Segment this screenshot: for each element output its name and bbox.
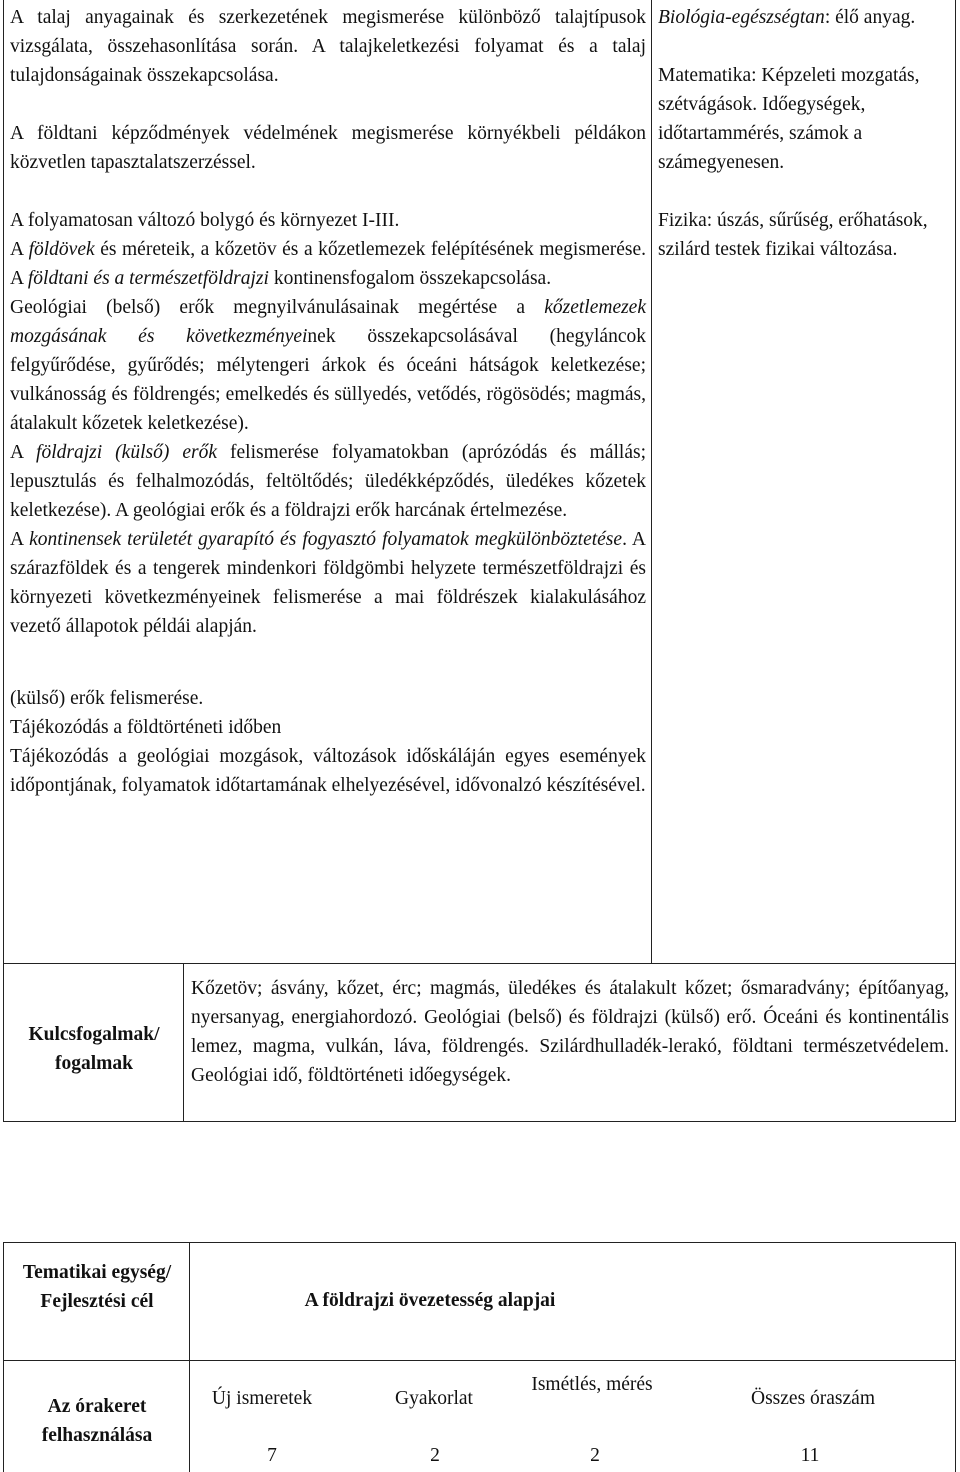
earth-zones-paragraph: A földövek és méreteik, a kőzetöv és a kőzetlemezek felépítésének megismerése. A földtani és a természetföldrajzi kontinensfogalom összekapcsolása.: [10, 239, 647, 289]
unit-title: A földrajzi övezetesség alapjai: [304, 1290, 556, 1311]
key-concepts-divider: [183, 963, 184, 1122]
hours-label: Az órakeret felhasználása: [41, 1396, 153, 1446]
geological-forces-paragraph: Geológiai (belső) erők megnyilvánulásainak megértése a kőzetlemezek mozgásának és következményeinek összekapcsolásával (hegyláncok felgyűrődése, gyűrődés; mélytengeri árkok és óceáni hátságok keletkezése; vulkánosság és földrengés; emelkedés és süllyedés, vetődés, rögösödés; magmás, átalakult kőzetek keletkezése).: [10, 297, 646, 434]
header-new-knowledge: Új ismeretek: [211, 1388, 313, 1409]
unit-label: Tematikai egység/ Fejlesztési cél: [22, 1262, 172, 1312]
continents-paragraph: A kontinensek területét gyarapító és fogyasztó folyamatok megkülönböztetése. A szárazföldek és a tengerek mindenkori földgömbi helyzete természetföldrajzi és környezeti következményeinek felismerése a mai földrészek kialakulásához vezető állapotok példái alapján.: [10, 529, 646, 637]
soil-paragraph: A talaj anyagainak és szerkezetének megismerése különböző talajtípusok vizsgálata, összehasonlítása során. A talajkeletkezési folyamat és a talaj tulajdonságainak összekapcsolása.: [10, 7, 646, 86]
external-forces-paragraph: A földrajzi (külső) erők felismerése folyamatokban (aprózódás és mállás; lepusztulás és felhalmozódás, feltöltődés; üledékképződés, üledékes kőzetek keletkezése). A geológiai erők és a földrajzi erők harcának értelmezése.: [10, 442, 646, 521]
key-concepts-label: Kulcsfogalmak/ fogalmak: [28, 1024, 160, 1074]
protection-paragraph: A földtani képződmények védelmének megismerése környékbeli példákon közvetlen tapasztalatszerzéssel.: [10, 123, 646, 173]
key-concepts-text: Kőzetöv; ásvány, kőzet, érc; magmás, üledékes és átalakult kőzet; ősmaradvány; építőanyag, nyersanyag, energiahordozó. Geológiai (belső) és földrajzi (külső) erő. Óceáni és kontinentális lemez, magma, vulkán, láva, földrengés. Szilárdhulladék-lerakó, földtani természetvédelem. Geológiai idő, földtörténeti időegységek.: [191, 978, 949, 1086]
bottom-table-border-top: [3, 1242, 956, 1243]
biology-connection: Biológia-egészségtan: élő anyag.: [658, 7, 916, 28]
top-table-border-left: [3, 0, 4, 1122]
changing-planet-heading: A folyamatosan változó bolygó és környezet I-III.: [10, 210, 400, 231]
time-orientation-paragraph: Tájékozódás a geológiai mozgások, változások időskáláján egyes események időpontjának, folyamatok időtartamának elhelyezésével, idővonalzó készítésével.: [10, 746, 646, 796]
top-table-border-bottom: [3, 1121, 956, 1122]
value-total-hours: 11: [800, 1445, 820, 1466]
value-review: 2: [590, 1445, 600, 1466]
bottom-table-border-left: [3, 1242, 4, 1472]
physics-connection: Fizika: úszás, sűrűség, erőhatások, szilárd testek fizikai változása.: [658, 210, 928, 260]
header-total-hours: Összes óraszám: [751, 1388, 875, 1409]
bottom-table-row-divider: [3, 1360, 956, 1361]
value-practice: 2: [430, 1445, 440, 1466]
header-review: Ismétlés, mérés: [531, 1374, 653, 1395]
top-table-row-divider: [3, 963, 956, 964]
bottom-table-col-divider: [189, 1242, 190, 1472]
external-forces-note: (külső) erők felismerése.: [10, 688, 204, 709]
goals-column: [10, 3, 646, 800]
time-orientation-heading: Tájékozódás a földtörténeti időben: [10, 717, 282, 738]
math-connection: Matematika: Képzeleti mozgatás, szétvágások. Időegységek, időtartammérés, számok a számegyenesen.: [658, 65, 920, 173]
header-practice: Gyakorlat: [395, 1388, 473, 1409]
value-new-knowledge: 7: [267, 1445, 277, 1466]
top-table-border-right: [955, 0, 956, 1122]
top-table-col-divider: [651, 0, 652, 963]
connections-column: [658, 3, 950, 264]
bottom-table-border-right: [955, 1242, 956, 1472]
